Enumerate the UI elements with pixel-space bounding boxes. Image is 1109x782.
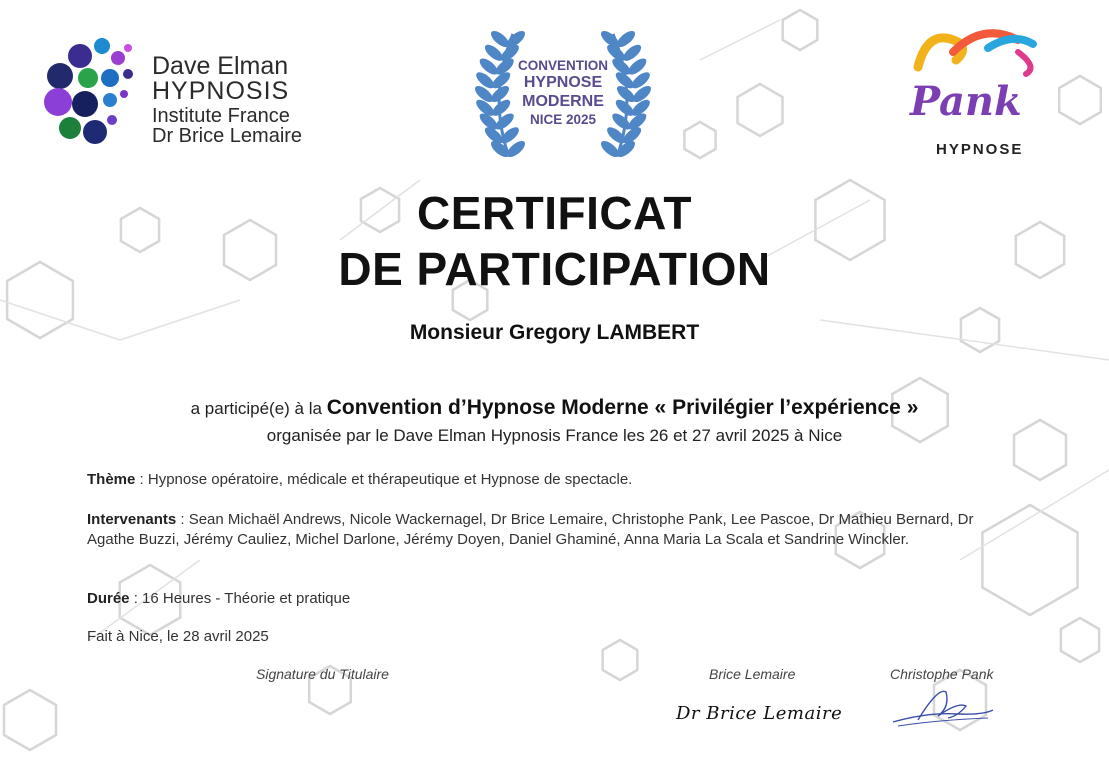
event-name: Convention d’Hypnose Moderne « Privilégier l’expérience »: [326, 396, 919, 419]
head-profile-dots-icon: [40, 36, 145, 154]
hexagon-shape: [4, 690, 56, 750]
badge-line-4: NICE 2025: [529, 111, 597, 127]
signer2-label: Christophe Pank: [890, 666, 994, 682]
certificate-title-line-2: DE PARTICIPATION: [338, 243, 771, 295]
badge-line-3: MODERNE: [522, 92, 604, 110]
recipient-name: Monsieur Gregory LAMBERT: [409, 321, 700, 344]
hexagon-shape: [1061, 618, 1099, 662]
logo-line-4: Dr Brice Lemaire: [152, 125, 303, 147]
logo-line-1: Dave Elman: [152, 52, 289, 80]
speakers-value: : Sean Michaël Andrews, Nicole Wackernagel, Dr Brice Lemaire, Christophe Pank, Lee Pascoe, Dr Mathieu Bernard, Dr Agathe Buzzi, Jérémy Cauliez, Michel Darlone, Jérémy Doyen, Daniel Ghaminé, Anna Maria La Scala et Sandrine Winckler.: [87, 511, 974, 548]
hexagon-shape: [738, 84, 783, 136]
theme-value: : Hypnose opératoire, médicale et thérapeutique et Hypnose de spectacle.: [135, 471, 633, 488]
speakers-paragraph: [87, 510, 1007, 550]
certificate-title-line-1: CERTIFICAT: [416, 187, 692, 239]
pank-subtitle: HYPNOSE: [936, 141, 1024, 158]
theme-paragraph: [87, 470, 1007, 490]
signer1-handwritten-signature: Dr Brice Lemaire: [676, 703, 843, 724]
hexagon-shape: [1059, 76, 1101, 124]
participation-prefix: a participé(e) à la: [190, 399, 327, 418]
hexagon-shape: [684, 122, 715, 158]
speakers-label: Intervenants: [87, 511, 177, 528]
logo-line-3: Institute France: [152, 105, 290, 127]
logo-line-2: HYPNOSIS: [152, 77, 290, 105]
badge-line-2: HYPNOSE: [523, 73, 603, 91]
theme-label: Thème: [87, 471, 136, 488]
participation-line: [0, 396, 1109, 420]
done-at-line: Fait à Nice, le 28 avril 2025: [87, 628, 269, 645]
duration-value: : 16 Heures - Théorie et pratique: [129, 590, 351, 607]
hexagon-shape: [783, 10, 818, 50]
duration-label: Durée: [87, 590, 130, 607]
pank-hypnose-logo: [898, 22, 1048, 160]
holder-signature-label: Signature du Titulaire: [256, 666, 389, 682]
duration-paragraph: [87, 589, 1007, 609]
convention-laurel-badge: [468, 14, 658, 172]
organiser-line: organisée par le Dave Elman Hypnosis France les 26 et 27 avril 2025 à Nice: [266, 426, 843, 445]
pank-wordmark: Pank: [910, 78, 1022, 125]
dave-elman-logo: [40, 36, 330, 154]
signer1-label: Brice Lemaire: [709, 666, 796, 682]
badge-line-1: CONVENTION: [517, 58, 608, 73]
signer2-signature-scribble: [888, 682, 998, 732]
